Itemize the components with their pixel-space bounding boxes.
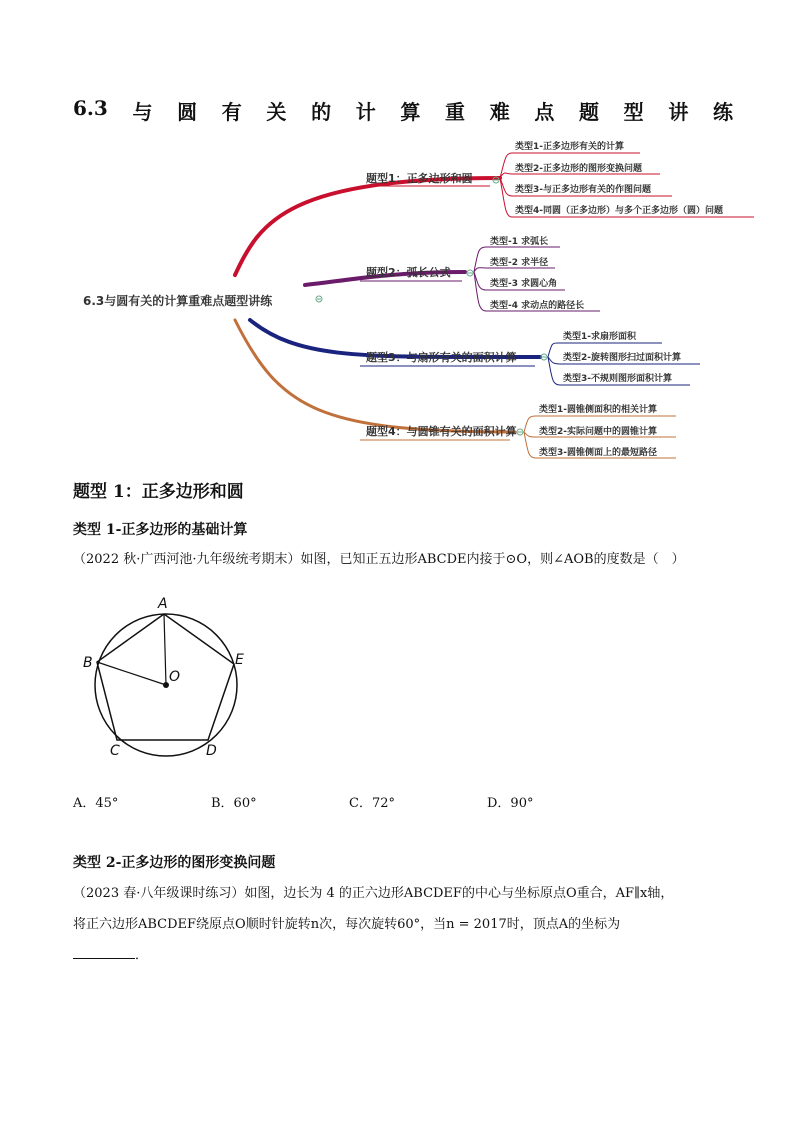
mindmap-root: 6.3与圆有关的计算重难点题型讲练 [83, 294, 273, 308]
title-char: 圆 [177, 100, 198, 124]
segment-oa [164, 614, 166, 685]
label-e: E [235, 652, 244, 668]
choice-d: D．90° [487, 796, 534, 811]
title-char: 难 [489, 100, 510, 124]
b2-item: 类型-1 求弧长 [490, 237, 549, 247]
section-heading: 题型 1：正多边形和圆 [73, 482, 244, 502]
question-2-line2: 将正六边形ABCDEF绕原点O顺时针旋转n次，每次旋转60°，当n = 2017时，顶点A的坐标为 [73, 917, 621, 932]
title-char: 型 [623, 100, 644, 124]
b1-item: 类型3-与正多边形有关的作图问题 [515, 185, 651, 195]
b4-item: 类型3-圆锥侧面上的最短路径 [539, 448, 657, 458]
b2-item: 类型-2 求半径 [490, 258, 549, 268]
sub-heading-2: 类型 2-正多边形的图形变换问题 [73, 855, 276, 871]
title-char: 练 [712, 100, 733, 124]
answer-blank[interactable] [73, 946, 135, 959]
label-a: A [158, 596, 168, 612]
title-char: 计 [355, 100, 376, 124]
title-char: 与 [132, 100, 153, 124]
b2-item: 类型-3 求圆心角 [490, 279, 558, 289]
b3-item: 类型2-旋转图形扫过面积计算 [563, 353, 681, 363]
segment-ob [97, 662, 166, 685]
title-char: 算 [400, 100, 421, 124]
label-c: C [110, 743, 120, 759]
answer-blank-line [73, 946, 148, 966]
branch3-label: 题型3：与扇形有关的面积计算 [366, 351, 517, 364]
branch4-label: 题型4：与圆锥有关的面积计算 [366, 425, 517, 438]
title-char: 有 [221, 100, 242, 124]
title-char: 的 [311, 100, 332, 124]
sub-heading-1: 类型 1-正多边形的基础计算 [73, 522, 248, 538]
choice-b: B．60° [211, 796, 257, 811]
title-char: 讲 [668, 100, 689, 124]
b4-item: 类型2-实际问题中的圆锥计算 [539, 427, 657, 437]
choice-c: C．72° [349, 796, 395, 811]
choice-a: A．45° [73, 796, 119, 811]
pentagon-figure [78, 592, 258, 762]
title-char: 重 [445, 100, 466, 124]
title-char: 题 [579, 100, 600, 124]
label-b: B [83, 655, 93, 671]
b1-item: 类型2-正多边形的图形变换问题 [515, 164, 642, 174]
title-char: 点 [534, 100, 555, 124]
question-1: （2022 秋·广西河池·九年级统考期末）如图，已知正五边形ABCDE内接于⊙O，则∠AOB的度数是（ ） [73, 552, 685, 567]
branch1-curve [235, 178, 500, 275]
b2-item: 类型-4 求动点的路径长 [490, 301, 585, 311]
question-2-line1: （2023 春·八年级课时练习）如图，边长为 4 的正六边形ABCDEF的中心与坐标原点O重合，AF∥x轴， [73, 886, 674, 901]
b1-item: 类型4-同圆（正多边形）与多个正多边形（圆）问题 [515, 206, 723, 216]
branch2-label: 题型2：弧长公式 [366, 266, 451, 279]
b1-item: 类型1-正多边形有关的计算 [515, 142, 624, 152]
label-d: D [206, 743, 217, 759]
b3-item: 类型1-求扇形面积 [563, 332, 636, 342]
b3-item: 类型3-不规则图形面积计算 [563, 374, 672, 384]
page-title [73, 96, 733, 125]
question-2-end: ． [135, 948, 149, 963]
b4-item: 类型1-圆锥侧面积的相关计算 [539, 405, 657, 415]
title-char: 6.3 [73, 96, 108, 120]
branch1-label: 题型1：正多边形和圆 [366, 172, 473, 185]
label-o: O [169, 669, 181, 685]
mind-map [0, 130, 794, 470]
title-char: 关 [266, 100, 287, 124]
